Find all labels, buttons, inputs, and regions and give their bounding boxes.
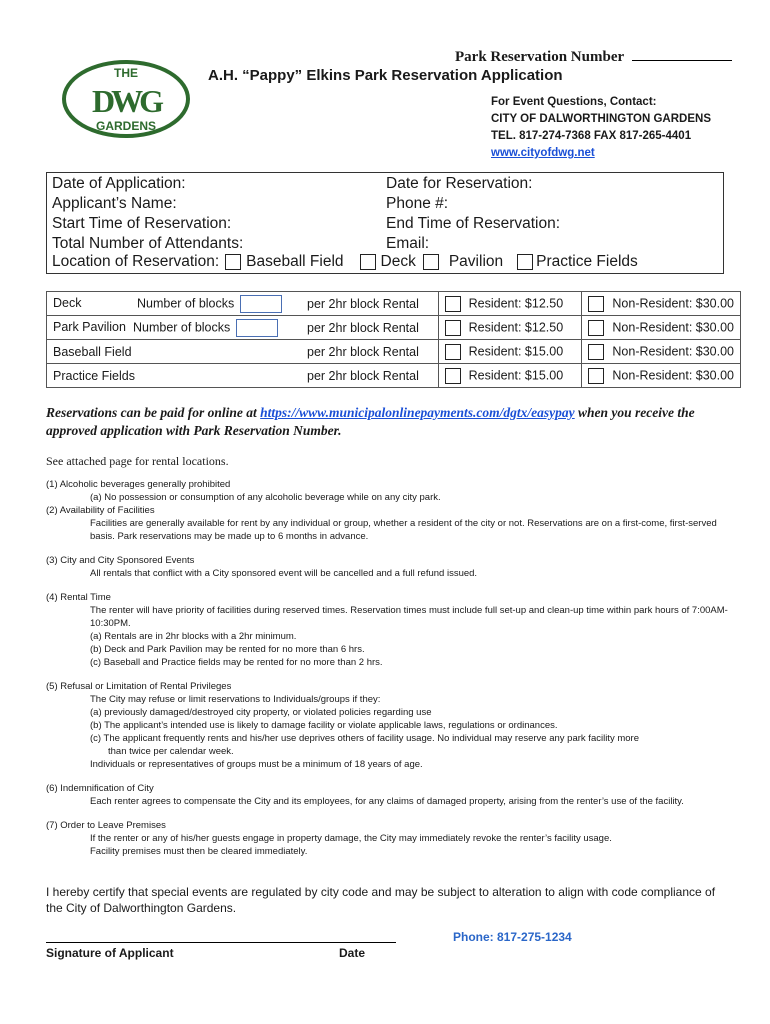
- table-row: [47, 292, 741, 316]
- reservation-number-field[interactable]: [632, 48, 732, 61]
- facility-name: Deck: [53, 295, 82, 310]
- rule-section: [46, 591, 736, 669]
- location-row: [52, 253, 638, 271]
- nonresident-checkbox[interactable]: [588, 320, 604, 336]
- rules-section: [46, 478, 736, 869]
- table-row: [47, 364, 741, 388]
- facility-cell: [47, 316, 289, 340]
- rule-section: [46, 504, 736, 543]
- certify-statement: I hereby certify that special events are regulated by city code and may be subject to alteration to align with code compliance of the City of Dalworthington Gardens.: [46, 885, 716, 915]
- facility-cell: [47, 364, 289, 388]
- rule-title: (4) Rental Time: [46, 592, 111, 603]
- rule-line: than twice per calendar week.: [108, 746, 234, 757]
- logo-monogram: DWG: [92, 83, 160, 119]
- rule-title: (5) Refusal or Limitation of Rental Privileges: [46, 681, 232, 692]
- rule-line: Facility premises must then be cleared immediately.: [90, 846, 308, 857]
- logo-top-text: THE: [114, 66, 138, 80]
- see-attached-note: See attached page for rental locations.: [46, 454, 229, 468]
- nonresident-checkbox[interactable]: [588, 296, 604, 312]
- nonresident-rate: Non-Resident: $30.00: [612, 367, 734, 382]
- rule-line: (a) previously damaged/destroyed city property, or violated policies regarding use: [90, 707, 432, 718]
- rule-line: If the renter or any of his/her guests engage in property damage, the City may immediately revoke the renter’s facility usage.: [90, 833, 612, 844]
- date-for-reservation-field[interactable]: Date for Reservation:: [386, 175, 533, 192]
- rule-line: (a) Rentals are in 2hr blocks with a 2hr minimum.: [90, 631, 297, 642]
- footer-phone: Phone: 817-275-1234: [453, 930, 572, 944]
- rule-title: (7) Order to Leave Premises: [46, 820, 166, 831]
- info-left-column: [52, 174, 243, 254]
- rule-line: Facilities are generally available for rent by any individual or group, whether a resident of the city or not. Reservations are on a first-come, first-served basis. Park reservations may be made up to 6 months in advance.: [90, 518, 717, 542]
- resident-cell: [438, 340, 582, 364]
- phone-field[interactable]: Phone #:: [386, 195, 449, 212]
- nonresident-cell: [582, 292, 741, 316]
- rule-title: (3) City and City Sponsored Events: [46, 555, 195, 566]
- rental-text: per 2hr block Rental: [307, 344, 419, 359]
- payment-note-before: Reservations can be paid for online at: [46, 405, 261, 420]
- blocks-label: Number of blocks: [137, 295, 235, 310]
- resident-rate: Resident: $15.00: [468, 367, 564, 382]
- nonresident-checkbox[interactable]: [588, 344, 604, 360]
- practice-fields-checkbox[interactable]: [517, 254, 533, 270]
- deck-option: Deck: [380, 253, 416, 270]
- rule-line: (b) The applicant’s intended use is likely to damage facility or violate applicable laws, regulations or ordinances.: [90, 720, 558, 731]
- rule-section: [46, 478, 736, 504]
- rule-section: [46, 554, 736, 580]
- website-link[interactable]: www.cityofdwg.net: [491, 147, 595, 159]
- end-time-field[interactable]: End Time of Reservation:: [386, 215, 561, 232]
- rule-line: The renter will have priority of facilities during reserved times. Reservation times must include full set-up and clean-up time within park hours of 7:00AM-10:30PM.: [90, 605, 728, 629]
- rental-table: [46, 291, 741, 388]
- resident-cell: [438, 364, 582, 388]
- baseball-field-option: Baseball Field: [246, 253, 344, 270]
- payment-note: [46, 404, 736, 440]
- pavilion-option: Pavilion: [448, 253, 504, 270]
- signature-label: Signature of Applicant: [46, 946, 174, 960]
- page-title: A.H. “Pappy” Elkins Park Reservation Application: [208, 67, 563, 84]
- rule-section: [46, 819, 736, 858]
- nonresident-cell: [582, 316, 741, 340]
- date-of-application-field[interactable]: Date of Application:: [52, 175, 186, 192]
- deck-checkbox[interactable]: [360, 254, 376, 270]
- location-label: Location of Reservation:: [52, 253, 220, 270]
- nonresident-rate: Non-Resident: $30.00: [612, 295, 734, 310]
- payment-link[interactable]: https://www.municipalonlinepayments.com/dgtx/easypay: [260, 405, 575, 420]
- baseball-field-checkbox[interactable]: [225, 254, 241, 270]
- rental-cell: [288, 340, 438, 364]
- rental-cell: [288, 316, 438, 340]
- rule-line: (c) Baseball and Practice fields may be rented for no more than 2 hrs.: [90, 657, 383, 668]
- resident-rate: Resident: $12.50: [468, 295, 564, 310]
- reservation-number: [455, 48, 732, 66]
- rule-title: (6) Indemnification of City: [46, 783, 154, 794]
- resident-checkbox[interactable]: [445, 368, 461, 384]
- rental-cell: [288, 292, 438, 316]
- rule-section: [46, 782, 736, 808]
- nonresident-cell: [582, 364, 741, 388]
- rule-line: Each renter agrees to compensate the City and its employees, for any claims of damaged property, arising from the renter’s use of the facility.: [90, 796, 684, 807]
- contact-phones: TEL. 817-274-7368 FAX 817-265-4401: [491, 130, 692, 142]
- blocks-input[interactable]: [240, 295, 282, 313]
- table-row: [47, 340, 741, 364]
- practice-fields-option: Practice Fields: [536, 253, 638, 270]
- start-time-field[interactable]: Start Time of Reservation:: [52, 215, 232, 232]
- table-row: [47, 316, 741, 340]
- resident-rate: Resident: $12.50: [468, 319, 564, 334]
- facility-name: Park Pavilion: [53, 319, 126, 334]
- resident-cell: [438, 292, 582, 316]
- email-field[interactable]: Email:: [386, 235, 430, 252]
- blocks-input[interactable]: [236, 319, 278, 337]
- rental-text: per 2hr block Rental: [307, 296, 419, 311]
- facility-name: Practice Fields: [53, 368, 135, 383]
- signature-line[interactable]: [46, 942, 396, 943]
- rule-line: (c) The applicant frequently rents and his/her use deprives others of facility usage. No individual may reserve any park facility more: [90, 733, 639, 744]
- applicant-name-field[interactable]: Applicant’s Name:: [52, 195, 177, 212]
- facility-cell: [47, 340, 289, 364]
- blocks-label: Number of blocks: [133, 319, 231, 334]
- reservation-number-label: Park Reservation Number: [455, 49, 624, 65]
- resident-checkbox[interactable]: [445, 296, 461, 312]
- nonresident-rate: Non-Resident: $30.00: [612, 343, 734, 358]
- resident-checkbox[interactable]: [445, 344, 461, 360]
- rental-text: per 2hr block Rental: [307, 368, 419, 383]
- rule-section: [46, 680, 736, 771]
- resident-rate: Resident: $15.00: [468, 343, 564, 358]
- city-logo: [62, 60, 190, 138]
- resident-cell: [438, 316, 582, 340]
- nonresident-checkbox[interactable]: [588, 368, 604, 384]
- contact-org: CITY OF DALWORTHINGTON GARDENS: [491, 113, 711, 125]
- rule-title: (2) Availability of Facilities: [46, 505, 155, 516]
- rental-text: per 2hr block Rental: [307, 320, 419, 335]
- nonresident-rate: Non-Resident: $30.00: [612, 319, 734, 334]
- contact-block: [491, 94, 711, 162]
- rule-line: Individuals or representatives of groups must be a minimum of 18 years of age.: [90, 759, 423, 770]
- pavilion-checkbox[interactable]: [423, 254, 439, 270]
- nonresident-cell: [582, 340, 741, 364]
- payment-note-after: when you receive the approved application with Park Reservation Number.: [46, 405, 695, 438]
- rule-line: The City may refuse or limit reservations to Individuals/groups if they:: [90, 694, 381, 705]
- resident-checkbox[interactable]: [445, 320, 461, 336]
- contact-heading: For Event Questions, Contact:: [491, 96, 657, 108]
- date-label: Date: [339, 946, 366, 960]
- info-right-column: [386, 174, 560, 254]
- facility-cell: [47, 292, 289, 316]
- rule-title: (1) Alcoholic beverages generally prohibited: [46, 479, 231, 490]
- rule-line: (b) Deck and Park Pavilion may be rented for no more than 6 hrs.: [90, 644, 365, 655]
- logo-bottom-text: GARDENS: [95, 119, 157, 133]
- facility-name: Baseball Field: [53, 344, 132, 359]
- total-attendants-field[interactable]: Total Number of Attendants:: [52, 235, 244, 252]
- rule-line: (a) No possession or consumption of any alcoholic beverage while on any city park.: [90, 492, 441, 503]
- rule-line: All rentals that conflict with a City sponsored event will be cancelled and a full refund issued.: [90, 568, 478, 579]
- rental-cell: [288, 364, 438, 388]
